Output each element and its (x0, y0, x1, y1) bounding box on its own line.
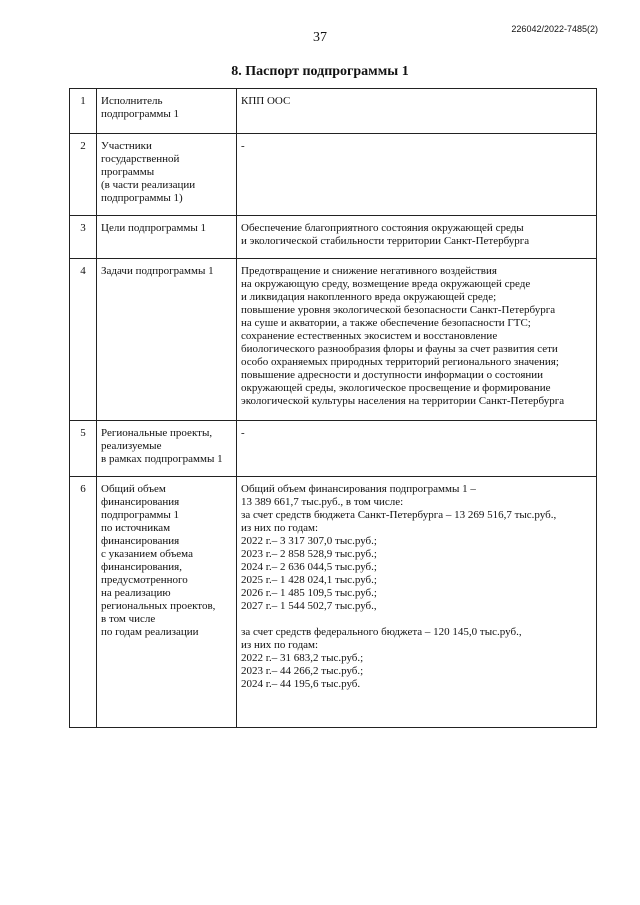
label-line: подпрограммы 1 (101, 108, 180, 120)
table-row (70, 421, 597, 477)
label-line: Исполнитель (101, 95, 163, 107)
value-line: 2026 г.– 1 485 109,5 тыс.руб.; (241, 587, 377, 599)
value-line: 13 389 661,7 тыс.руб., в том числе: (241, 496, 404, 508)
label-line: на реализацию (101, 587, 171, 599)
label-line: с указанием объема (101, 548, 193, 560)
label-line: по источникам (101, 522, 171, 534)
value-line: - (241, 427, 245, 439)
row-label (97, 89, 237, 134)
passport-table (69, 88, 597, 728)
value-line: 2025 г.– 1 428 024,1 тыс.руб.; (241, 574, 377, 586)
row-number: 5 (70, 421, 97, 477)
value-line: Общий объем финансирования подпрограммы 1 – (241, 483, 476, 495)
page-title: 8. Паспорт подпрограммы 1 (231, 64, 409, 79)
value-line: окружающей среды, экологическое просвещение и формирование (241, 382, 551, 394)
label-line: финансирования (101, 535, 180, 547)
table-row (70, 216, 597, 259)
value-line: Предотвращение и снижение негативного воздействия (241, 265, 497, 277)
label-line: реализуемые (101, 440, 162, 452)
value-line: 2024 г.– 44 195,6 тыс.руб. (241, 678, 361, 690)
value-line: и ликвидация накопленного вреда окружающей среде; (241, 291, 497, 303)
label-line: Общий объем (101, 483, 166, 495)
label-line: Участники (101, 140, 152, 152)
value-line: 2027 г.– 1 544 502,7 тыс.руб., (241, 600, 377, 612)
value-line: повышение уровня экологической безопасности Санкт-Петербурга (241, 304, 556, 316)
value-line: 2022 г.– 3 317 307,0 тыс.руб.; (241, 535, 377, 547)
row-value (237, 477, 597, 728)
table-row (70, 259, 597, 421)
row-label (97, 421, 237, 477)
table-row (70, 89, 597, 134)
label-line: Задачи подпрограммы 1 (101, 265, 214, 277)
label-line: финансирования, (101, 561, 182, 573)
row-label (97, 477, 237, 728)
value-line: за счет средств бюджета Санкт-Петербурга – 13 269 516,7 тыс.руб., (241, 509, 557, 521)
row-label (97, 216, 237, 259)
table-row (70, 477, 597, 728)
label-line: подпрограммы 1 (101, 509, 180, 521)
document-id: 226042/2022-7485(2) (511, 24, 598, 34)
value-line: на окружающую среду, возмещение вреда окружающей среде (241, 278, 531, 290)
label-line: в рамках подпрограммы 1 (101, 453, 223, 465)
value-line: 2023 г.– 2 858 528,9 тыс.руб.; (241, 548, 377, 560)
label-line: (в части реализации (101, 179, 196, 191)
value-line: экологической культуры населения на территории Санкт-Петербурга (241, 395, 565, 407)
value-line: 2024 г.– 2 636 044,5 тыс.руб.; (241, 561, 377, 573)
value-line: из них по годам: (241, 522, 319, 534)
value-line: и экологической стабильности территории Санкт-Петербурга (241, 235, 530, 247)
label-line: предусмотренного (101, 574, 188, 586)
label-line: финансирования (101, 496, 180, 508)
value-line: - (241, 140, 245, 152)
label-line: Региональные проекты, (101, 427, 213, 439)
row-label (97, 259, 237, 421)
value-line: из них по годам: (241, 639, 319, 651)
row-value (237, 89, 597, 134)
row-number: 1 (70, 89, 97, 134)
row-number: 2 (70, 134, 97, 216)
label-line: в том числе (101, 613, 156, 625)
value-line: особо охраняемых природных территорий регионального значения; (241, 356, 559, 368)
row-number: 3 (70, 216, 97, 259)
value-line: биологического разнообразия флоры и фауны за счет развития сети (241, 343, 558, 355)
row-value (237, 259, 597, 421)
row-value (237, 134, 597, 216)
value-line: 2022 г.– 31 683,2 тыс.руб.; (241, 652, 364, 664)
value-line: повышение адресности и доступности информации о состоянии (241, 369, 544, 381)
value-line: сохранение естественных экосистем и восстановление (241, 330, 498, 342)
value-line: за счет средств федерального бюджета – 120 145,0 тыс.руб., (241, 626, 522, 638)
row-value (237, 216, 597, 259)
label-line: по годам реализации (101, 626, 199, 638)
label-line: программы (101, 166, 155, 178)
row-value (237, 421, 597, 477)
value-line: КПП ООС (241, 95, 291, 107)
value-line: 2023 г.– 44 266,2 тыс.руб.; (241, 665, 364, 677)
value-gap (241, 613, 592, 626)
label-line: региональных проектов, (101, 600, 216, 612)
value-line: Обеспечение благоприятного состояния окружающей среды (241, 222, 524, 234)
row-number: 4 (70, 259, 97, 421)
row-number: 6 (70, 477, 97, 728)
table-row (70, 134, 597, 216)
page-number: 37 (313, 30, 327, 45)
label-line: Цели подпрограммы 1 (101, 222, 206, 234)
label-line: подпрограммы 1) (101, 192, 183, 204)
row-label (97, 134, 237, 216)
label-line: государственной (101, 153, 180, 165)
value-line: на суше и акватории, а также обеспечение безопасности ГТС; (241, 317, 531, 329)
